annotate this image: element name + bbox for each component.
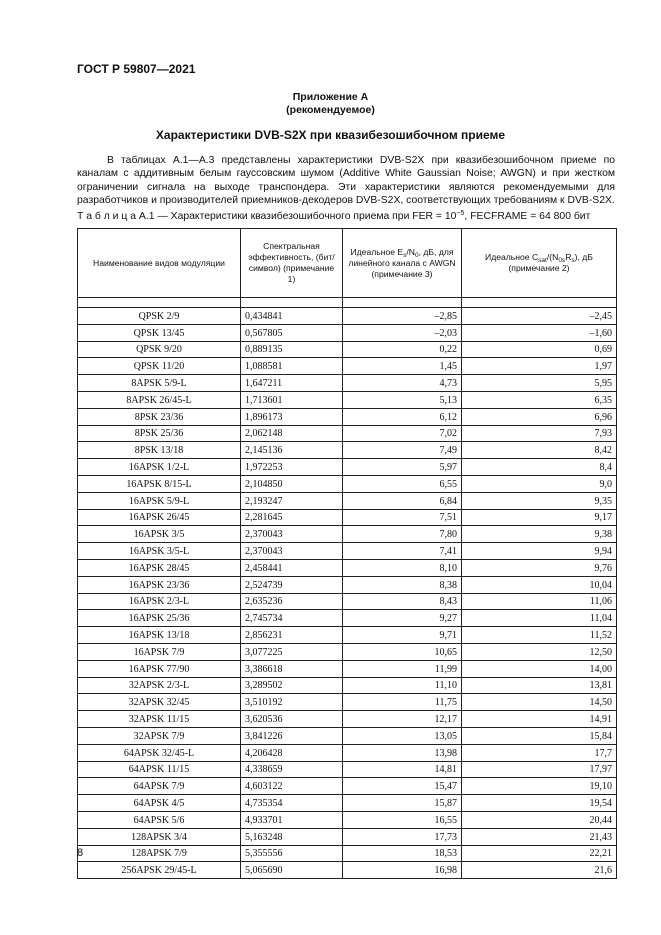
spectral-efficiency-cell: 1,088581 [241, 358, 343, 375]
annex-title: Приложение А [292, 91, 369, 103]
spectral-efficiency-cell: 4,206428 [241, 744, 343, 761]
modulation-cell: 64APSK 11/15 [78, 761, 241, 778]
csat-cell: 8,42 [462, 442, 617, 459]
caption-exponent: −5 [456, 210, 465, 217]
table-row [78, 308, 617, 325]
csat-cell: 5,95 [462, 375, 617, 392]
es-n0-cell: 16,55 [343, 811, 462, 828]
spectral-efficiency-cell: 3,841226 [241, 727, 343, 744]
table-row [78, 375, 617, 392]
table-row [78, 610, 617, 627]
table-row [78, 627, 617, 644]
es-n0-cell: 11,75 [343, 694, 462, 711]
spectral-efficiency-cell: 0,567805 [241, 324, 343, 341]
es-n0-cell: 14,81 [343, 761, 462, 778]
spectral-efficiency-cell: 1,647211 [241, 375, 343, 392]
modulation-cell: 16APSK 3/5-L [78, 543, 241, 560]
es-n0-cell: 6,55 [343, 475, 462, 492]
csat-cell: 0,69 [462, 341, 617, 358]
header-es-n0: Идеальное $E_s/N_0$, дБ, для линейного канала с AWGN (примечание 3) [343, 229, 462, 298]
table-row [78, 811, 617, 828]
table-row [78, 492, 617, 509]
modulation-cell: 256APSK 29/45-L [78, 862, 241, 879]
spectral-efficiency-cell: 2,281645 [241, 509, 343, 526]
csat-cell: 19,54 [462, 795, 617, 812]
modulation-cell: 16APSK 1/2-L [78, 459, 241, 476]
table-row [78, 862, 617, 879]
es-n0-cell: 7,51 [343, 509, 462, 526]
table-row [78, 677, 617, 694]
modulation-cell: 16APSK 77/90 [78, 660, 241, 677]
modulation-cell: 16APSK 13/18 [78, 627, 241, 644]
es-n0-cell: 8,43 [343, 593, 462, 610]
table-row [78, 559, 617, 576]
modulation-cell: 16APSK 8/15-L [78, 475, 241, 492]
modulation-cell: 16APSK 3/5 [78, 526, 241, 543]
spectral-efficiency-cell: 0,434841 [241, 308, 343, 325]
annex-status: (рекомендуемое) [286, 104, 375, 116]
table-spacer-row [78, 298, 617, 308]
modulation-cell: 8PSK 25/36 [78, 425, 241, 442]
page-number: 8 [77, 847, 84, 859]
csat-cell: 11,06 [462, 593, 617, 610]
modulation-cell: 8APSK 5/9-L [78, 375, 241, 392]
csat-cell: 9,0 [462, 475, 617, 492]
table-row [78, 694, 617, 711]
es-n0-cell: 15,47 [343, 778, 462, 795]
spectral-efficiency-cell: 3,289502 [241, 677, 343, 694]
modulation-cell: 64APSK 32/45-L [78, 744, 241, 761]
csat-cell: 20,44 [462, 811, 617, 828]
modulation-cell: 64APSK 5/6 [78, 811, 241, 828]
spectral-efficiency-cell: 2,856231 [241, 627, 343, 644]
csat-cell: 10,04 [462, 576, 617, 593]
es-n0-cell: 4,73 [343, 375, 462, 392]
spectral-efficiency-cell: 0,889135 [241, 341, 343, 358]
spectral-efficiency-cell: 4,338659 [241, 761, 343, 778]
spectral-efficiency-cell: 1,896173 [241, 408, 343, 425]
es-n0-cell: 11,10 [343, 677, 462, 694]
intro-paragraph [77, 154, 615, 207]
csat-cell: 17,7 [462, 744, 617, 761]
table-row [78, 475, 617, 492]
table-row [78, 324, 617, 341]
modulation-cell: 32APSK 2/3-L [78, 677, 241, 694]
es-n0-cell: 18,53 [343, 845, 462, 862]
csat-cell: 17,97 [462, 761, 617, 778]
es-n0-cell: –2,03 [343, 324, 462, 341]
table-row [78, 408, 617, 425]
spectral-efficiency-cell: 4,933701 [241, 811, 343, 828]
es-n0-cell: 13,05 [343, 727, 462, 744]
characteristics-table [77, 228, 617, 879]
modulation-cell: 8PSK 13/18 [78, 442, 241, 459]
csat-cell: 11,04 [462, 610, 617, 627]
table-row [78, 459, 617, 476]
csat-cell: 14,00 [462, 660, 617, 677]
csat-cell: 14,91 [462, 711, 617, 728]
spectral-efficiency-cell: 3,077225 [241, 643, 343, 660]
csat-cell: 15,84 [462, 727, 617, 744]
es-n0-cell: 5,97 [343, 459, 462, 476]
csat-cell: 6,35 [462, 391, 617, 408]
csat-cell: 19,10 [462, 778, 617, 795]
es-n0-cell: 7,02 [343, 425, 462, 442]
es-n0-cell: 13,98 [343, 744, 462, 761]
table-row [78, 660, 617, 677]
modulation-cell: 8APSK 26/45-L [78, 391, 241, 408]
spectral-efficiency-cell: 4,603122 [241, 778, 343, 795]
csat-cell: 9,94 [462, 543, 617, 560]
es-n0-cell: 1,45 [343, 358, 462, 375]
es-n0-cell: 9,27 [343, 610, 462, 627]
section-heading: Характеристики DVB-S2X при квазибезошибочном приеме [155, 128, 506, 142]
modulation-cell: 16APSK 25/36 [78, 610, 241, 627]
table-row [78, 744, 617, 761]
es-n0-cell: 17,73 [343, 828, 462, 845]
spectral-efficiency-cell: 4,735354 [241, 795, 343, 812]
spectral-efficiency-cell: 2,145136 [241, 442, 343, 459]
spectral-efficiency-cell: 2,635236 [241, 593, 343, 610]
es-n0-cell: 8,38 [343, 576, 462, 593]
spectral-efficiency-cell: 2,370043 [241, 543, 343, 560]
table-caption: Т а б л и ц а А.1 — Характеристики квазибезошибочного приема при FER = $10^{-5}$, FECFRAME = 64 800 бит [77, 210, 591, 222]
table-row [78, 643, 617, 660]
modulation-cell: 16APSK 5/9-L [78, 492, 241, 509]
csat-cell: –2,45 [462, 308, 617, 325]
spectral-efficiency-cell: 1,972253 [241, 459, 343, 476]
table-row [78, 341, 617, 358]
spectral-efficiency-cell: 3,510192 [241, 694, 343, 711]
table-row [78, 778, 617, 795]
es-n0-cell: 15,87 [343, 795, 462, 812]
spectral-efficiency-cell: 5,163248 [241, 828, 343, 845]
es-n0-cell: –2,85 [343, 308, 462, 325]
modulation-cell: QPSK 13/45 [78, 324, 241, 341]
table-row [78, 711, 617, 728]
csat-cell: 11,52 [462, 627, 617, 644]
table-row [78, 509, 617, 526]
es-n0-cell: 11,99 [343, 660, 462, 677]
modulation-cell: 64APSK 7/9 [78, 778, 241, 795]
table-row [78, 845, 617, 862]
table-header-row [78, 229, 617, 298]
header-modulation: Наименование видов модуляции [78, 229, 241, 298]
intro-text: В таблицах А.1—А.3 представлены характеристики DVB-S2X при квазибезошибочном приеме по каналам с аддитивным белым гауссовским шумом (Additive White Gaussian Noise; AWGN) и при жестком ограничении сигнала на выходе транспондера. Эти характеристики являются рекомендуемыми для разработчиков и производителей приемников-декодеров DVB-S2X, соответствующих требованиям к DVB-S2X. [77, 155, 615, 206]
csat-cell: 22,21 [462, 845, 617, 862]
es-n0-cell: 9,71 [343, 627, 462, 644]
modulation-cell: 16APSK 28/45 [78, 559, 241, 576]
modulation-cell: QPSK 11/20 [78, 358, 241, 375]
modulation-cell: 16APSK 7/9 [78, 643, 241, 660]
modulation-cell: 32APSK 7/9 [78, 727, 241, 744]
modulation-cell: 8PSK 23/36 [78, 408, 241, 425]
es-n0-cell: 7,80 [343, 526, 462, 543]
table-row [78, 828, 617, 845]
spectral-efficiency-cell: 2,193247 [241, 492, 343, 509]
header-csat: Идеальное $C_{sat}/(N_{0s}R_s)$, дБ (примечание 2) [462, 229, 617, 298]
es-n0-cell: 16,98 [343, 862, 462, 879]
spectral-efficiency-cell: 2,524739 [241, 576, 343, 593]
modulation-cell: 32APSK 32/45 [78, 694, 241, 711]
es-n0-cell: 6,12 [343, 408, 462, 425]
csat-cell: 21,43 [462, 828, 617, 845]
csat-cell: 7,93 [462, 425, 617, 442]
csat-cell: 1,97 [462, 358, 617, 375]
table-row [78, 543, 617, 560]
table-row [78, 727, 617, 744]
modulation-cell: 16APSK 23/36 [78, 576, 241, 593]
csat-cell: 6,96 [462, 408, 617, 425]
csat-cell: 12,50 [462, 643, 617, 660]
es-n0-cell: 12,17 [343, 711, 462, 728]
header-spectral-efficiency: Спектральная эффективность, (бит/символ) (примечание 1) [241, 229, 343, 298]
csat-cell: 8,4 [462, 459, 617, 476]
spectral-efficiency-cell: 3,620536 [241, 711, 343, 728]
csat-cell: 13,81 [462, 677, 617, 694]
spectral-efficiency-cell: 2,458441 [241, 559, 343, 576]
es-n0-cell: 8,10 [343, 559, 462, 576]
modulation-cell: QPSK 2/9 [78, 308, 241, 325]
csat-cell: 9,17 [462, 509, 617, 526]
spectral-efficiency-cell: 2,370043 [241, 526, 343, 543]
es-n0-cell: 0,22 [343, 341, 462, 358]
modulation-cell: 128APSK 3/4 [78, 828, 241, 845]
table-row [78, 425, 617, 442]
csat-cell: 9,76 [462, 559, 617, 576]
spectral-efficiency-cell: 2,745734 [241, 610, 343, 627]
es-n0-cell: 10,65 [343, 643, 462, 660]
table-row [78, 391, 617, 408]
spectral-efficiency-cell: 5,355556 [241, 845, 343, 862]
table-row [78, 442, 617, 459]
csat-cell: 14,50 [462, 694, 617, 711]
modulation-cell: 64APSK 4/5 [78, 795, 241, 812]
table-row [78, 358, 617, 375]
csat-cell: 9,35 [462, 492, 617, 509]
spectral-efficiency-cell: 2,062148 [241, 425, 343, 442]
es-n0-cell: 6,84 [343, 492, 462, 509]
modulation-cell: 16APSK 26/45 [78, 509, 241, 526]
table-row [78, 593, 617, 610]
table-row [78, 795, 617, 812]
es-n0-cell: 5,13 [343, 391, 462, 408]
table-row [78, 576, 617, 593]
modulation-cell: 16APSK 2/3-L [78, 593, 241, 610]
modulation-cell: 32APSK 11/15 [78, 711, 241, 728]
csat-cell: 21,6 [462, 862, 617, 879]
table-row [78, 526, 617, 543]
es-n0-cell: 7,49 [343, 442, 462, 459]
csat-cell: –1,60 [462, 324, 617, 341]
es-n0-cell: 7,41 [343, 543, 462, 560]
modulation-cell: 128APSK 7/9 [78, 845, 241, 862]
spectral-efficiency-cell: 1,713601 [241, 391, 343, 408]
modulation-cell: QPSK 9/20 [78, 341, 241, 358]
spectral-efficiency-cell: 2,104850 [241, 475, 343, 492]
spectral-efficiency-cell: 3,386618 [241, 660, 343, 677]
table-row [78, 761, 617, 778]
document-id: ГОСТ Р 59807—2021 [77, 62, 196, 76]
csat-cell: 9,38 [462, 526, 617, 543]
spectral-efficiency-cell: 5,065690 [241, 862, 343, 879]
